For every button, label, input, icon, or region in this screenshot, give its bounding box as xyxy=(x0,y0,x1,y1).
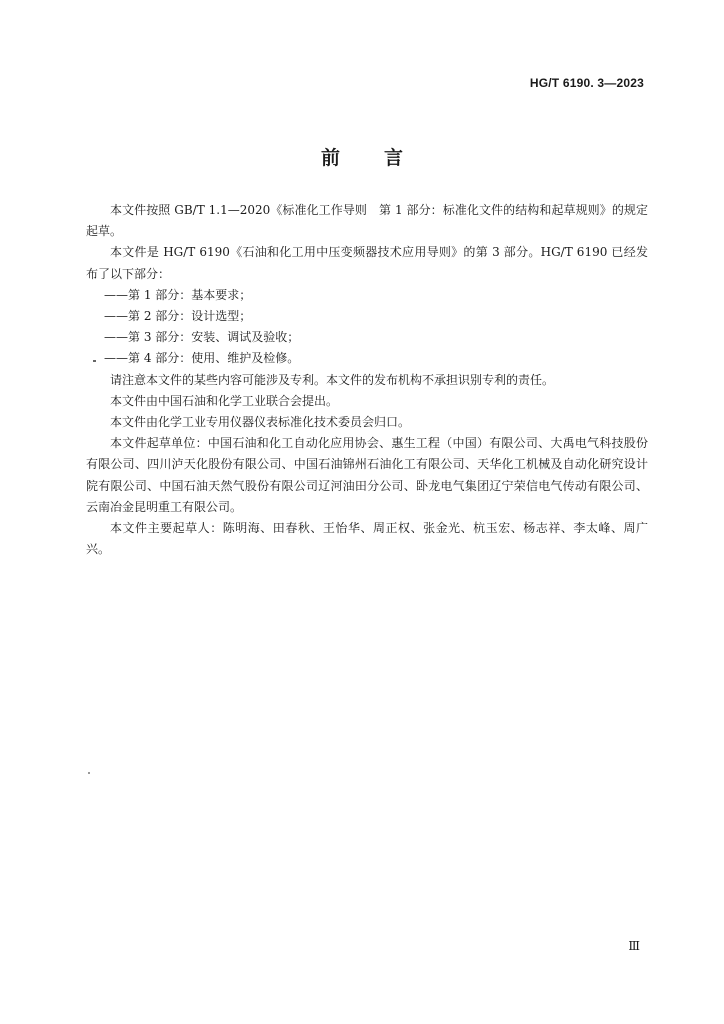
list-item-part-1: ——第 1 部分：基本要求； xyxy=(104,287,252,302)
foreword-body xyxy=(86,200,648,560)
paragraph-drafters: 本文件主要起草人：陈明海、田春秋、王怡华、周正权、张金光、杭玉宏、杨志祥、李太峰、周广兴。 xyxy=(86,521,648,557)
list-item-part-3: ——第 3 部分：安装、调试及验收； xyxy=(104,330,300,345)
margin-mark xyxy=(93,360,96,362)
paragraph-proposer: 本文件由中国石油和化学工业联合会提出。 xyxy=(110,393,339,408)
page-title xyxy=(0,143,724,170)
paragraph-committee: 本文件由化学工业专用仪器仪表标准化技术委员会归口。 xyxy=(110,415,411,430)
paragraph-drafting-rules: 本文件按照 GB/T 1.1—2020《标准化工作导则 第 1 部分：标准化文件的结构和起草规则》的规定起草。 xyxy=(86,203,648,239)
list-item-part-4: ——第 4 部分：使用、维护及检修。 xyxy=(104,351,300,366)
paragraph-drafting-units: 本文件起草单位：中国石油和化工自动化应用协会、惠生工程（中国）有限公司、大禹电气科技股份有限公司、四川泸天化股份有限公司、中国石油锦州石油化工有限公司、天华化工机械及自动化研究设计院有限公司、中国石油天然气股份有限公司辽河油田分公司、卧龙电气集团辽宁荣信电气传动有限公司、云南冶金昆明重工有限公司。 xyxy=(86,436,648,514)
list-item-part-2: ——第 2 部分：设计选型； xyxy=(104,309,252,324)
title-char-1: 前 xyxy=(320,147,340,169)
standard-code: HG/T 6190. 3—2023 xyxy=(529,76,644,90)
margin-dot xyxy=(88,772,90,774)
paragraph-part-info: 本文件是 HG/T 6190《石油和化工用中压变频器技术应用导则》的第 3 部分。HG/T 6190 已经发布了以下部分： xyxy=(86,245,648,281)
paragraph-patent-notice: 请注意本文件的某些内容可能涉及专利。本文件的发布机构不承担识别专利的责任。 xyxy=(110,372,555,387)
page-number: Ⅲ xyxy=(628,939,640,953)
title-char-2: 言 xyxy=(384,147,404,169)
